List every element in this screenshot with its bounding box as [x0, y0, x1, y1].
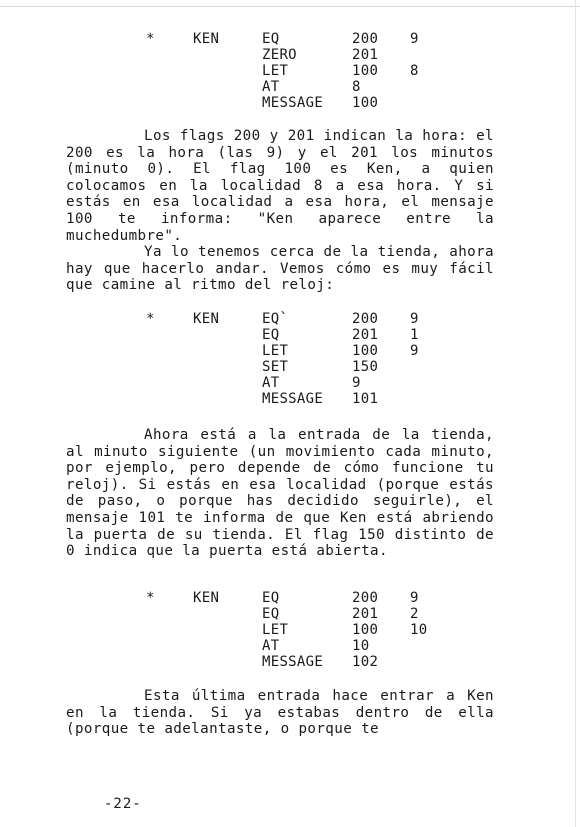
body-text-3	[66, 688, 494, 738]
paragraph: Los flags 200 y 201 indican la hora: el 200 es la hora (las 9) y el 201 los minutos (minuto 0). El flag 100 es Ken, a quien colocamos en la localidad 8 a esa hora. Y si estás en esa localidad a esa hora, el mensaje 100 te informa: "Ken aparece entre la muchedumbre".	[66, 128, 494, 244]
body-text-1	[66, 128, 494, 294]
book-page: * KEN EQ 200 9 ZERO 201 LET 100 8 AT 8 MESSAGE 100 Los flags 200 y 201 indican la hora: el 200 es la hora (las 9) y el 201 los minutos (minuto 0). El flag 100 es Ken, a quien colocamos en la localidad 8 a esa hora. Y si estás en esa localidad a esa hora, el mensaje 100 te informa: "Ken aparece entre la muchedumbre". Ya lo tenemos cerca de la tienda, ahora hay que hacerlo andar. Vemos cómo es muy fácil que camine al ritmo del reloj: * KEN EQ` 200 9 EQ 201 1 LET 100 9 SET 150 AT 9 MESSAGE 101 Ahora está a la entrada de la tienda, al minuto siguiente (un movimiento cada minuto, por ejemplo, pero depende de cómo funcione tu reloj). Si estás en esa localidad (porque estás de paso, o porque has decidido seguirle), el mensaje 101 te informa de que Ken está abriendo la puerta de su tienda. El flag 150 distinto de 0 indica que la puerta está abierta. * KEN EQ 200 9 EQ 201 2 LET 100 10 AT 10 MESSAGE 102 Esta última entrada hace entrar a Ken en la tienda. Si ya estabas dentro de ella (porque te adelantaste, o porque te -22-	[0, 0, 580, 827]
page-number: -22-	[104, 796, 142, 812]
paragraph: Esta última entrada hace entrar a Ken en la tienda. Si ya estabas dentro de ella (porque te adelantaste, o porque te	[66, 688, 494, 738]
page-top-edge	[0, 0, 580, 7]
body-text-2	[66, 427, 494, 560]
paragraph: Ya lo tenemos cerca de la tienda, ahora hay que hacerlo andar. Vemos cómo es muy fácil que camine al ritmo del reloj:	[66, 244, 494, 294]
paragraph: Ahora está a la entrada de la tienda, al minuto siguiente (un movimiento cada minuto, por ejemplo, pero depende de cómo funcione tu reloj). Si estás en esa localidad (porque estás de paso, o porque has decidido seguirle), el mensaje 101 te informa de que Ken está abriendo la puerta de su tienda. El flag 150 distinto de 0 indica que la puerta está abierta.	[66, 427, 494, 560]
page-right-edge	[575, 0, 580, 827]
